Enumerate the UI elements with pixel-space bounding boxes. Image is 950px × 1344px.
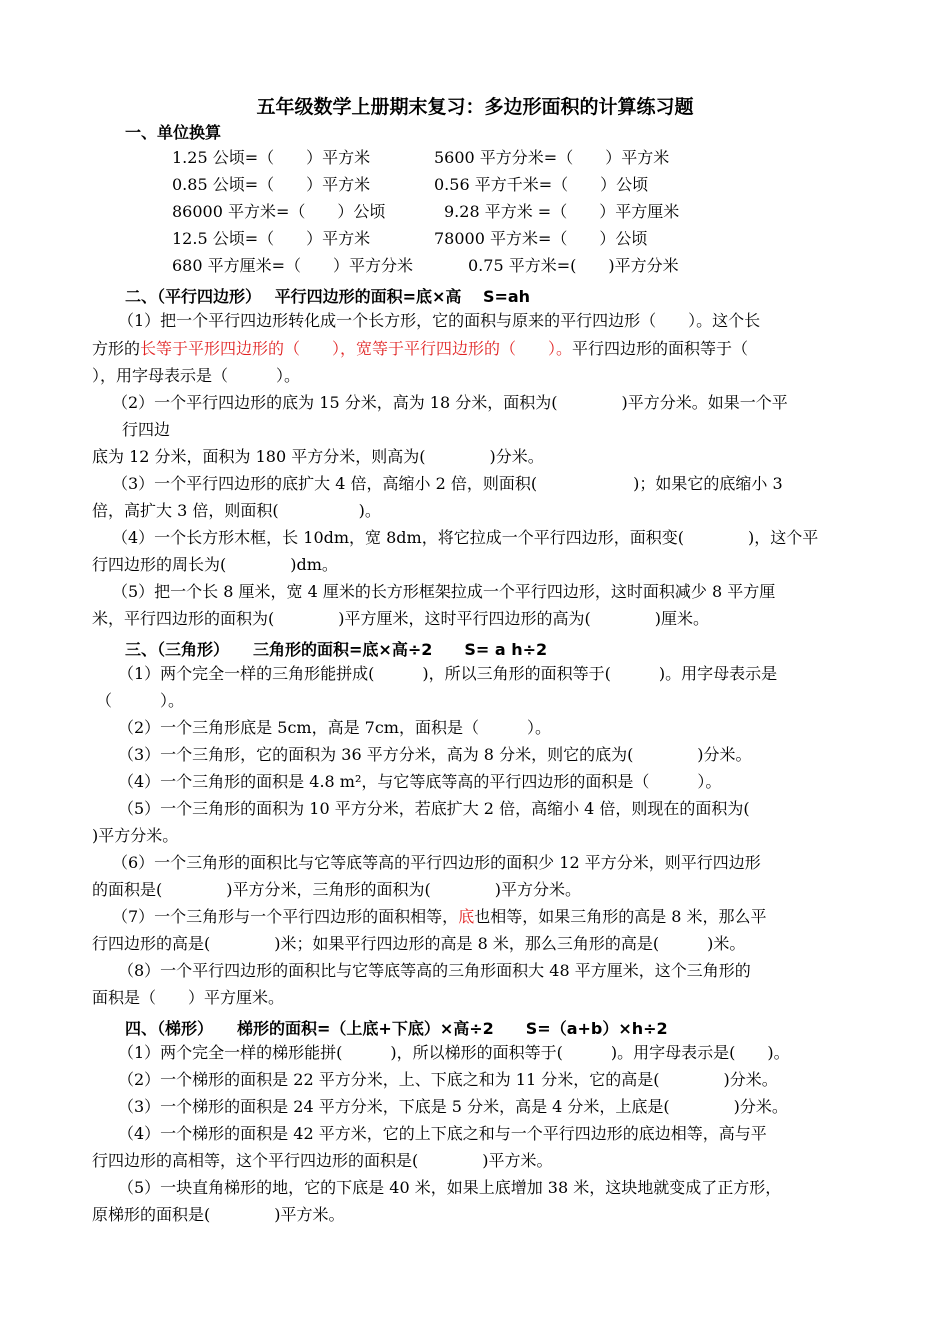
question-text: 行四边形的高相等，这个平行四边形的面积是( )平方米。 (92, 1151, 553, 1170)
conversion-item: 78000 平方米=（ ）公顷 (434, 229, 648, 248)
question-text: （6）一个三角形的面积比与它等底等高的平行四边形的面积少 12 平方分米，则平行四边形 (112, 853, 761, 872)
question-text: （1）把一个平行四边形转化成一个长方形，它的面积与原来的平行四边形（ ）。这个长 (118, 311, 761, 330)
conversion-item: 0.85 公顷=（ ）平方米 (172, 175, 371, 194)
conversion-item: 9.28 平方米 =（ ）平方厘米 (444, 202, 680, 221)
section-2-heading: 二、（平行四边形） 平行四边形的面积=底×高 S=ah (125, 287, 531, 306)
question-text: （3）一个平行四边形的底扩大 4 倍，高缩小 2 倍，则面积( )；如果它的底缩小 3 (112, 474, 783, 493)
question-text: （5）一个三角形的面积为 10 平方分米，若底扩大 2 倍，高缩小 4 倍，则现在的面积为( (118, 799, 750, 818)
conversion-item: 0.75 平方米=( )平方分米 (468, 256, 679, 275)
question-text: 底为 12 分米，面积为 180 平方分米，则高为( )分米。 (92, 447, 544, 466)
question-text: （4）一个梯形的面积是 42 平方米，它的上下底之和与一个平行四边形的底边相等，高与平 (118, 1124, 767, 1143)
question-text: )平方分米。 (92, 826, 179, 845)
section-3-heading: 三、（三角形） 三角形的面积=底×高÷2 S= a h÷2 (125, 640, 548, 659)
question-text: 倍，高扩大 3 倍，则面积( )。 (92, 501, 381, 520)
question-text: （2）一个平行四边形的底为 15 分米，高为 18 分米，面积为( )平方分米。如果一个平 (112, 393, 788, 412)
question-text: （8）一个平行四边形的面积比与它等底等高的三角形面积大 48 平方厘米，这个三角形的 (118, 961, 751, 980)
question-text: （ ）。 (96, 691, 185, 710)
conversion-item: 1.25 公顷=（ ）平方米 (172, 148, 371, 167)
question-text: （2）一个三角形底是 5cm，高是 7cm，面积是（ ）。 (118, 718, 551, 737)
question-text: ），用字母表示是（ ）。 (92, 366, 301, 385)
highlighted-text: 底 (458, 907, 475, 926)
question-text: 方形的长等于平形四边形的（ ），宽等于平行四边形的（ ）。平行四边形的面积等于（ (92, 339, 749, 358)
section-4-heading: 四、（梯形） 梯形的面积=（上底+下底）×高÷2 S=（a+b）×h÷2 (125, 1019, 668, 1038)
conversion-item: 12.5 公顷=（ ）平方米 (172, 229, 371, 248)
question-text: 原梯形的面积是( )平方米。 (92, 1205, 345, 1224)
question-text: 行四边形的高是( )米；如果平行四边形的高是 8 米，那么三角形的高是( )米。 (92, 934, 746, 953)
conversion-item: 5600 平方分米=（ ）平方米 (434, 148, 670, 167)
question-text: 行四边 (122, 420, 171, 439)
page-title: 五年级数学上册期末复习：多边形面积的计算练习题 (256, 96, 694, 118)
highlighted-text: 长等于平形四边形的（ ），宽等于平行四边形的（ ）。 (140, 339, 573, 358)
conversion-item: 680 平方厘米=（ ）平方分米 (172, 256, 414, 275)
question-text: 的面积是( )平方分米，三角形的面积为( )平方分米。 (92, 880, 581, 899)
question-text: （7）一个三角形与一个平行四边形的面积相等，底也相等，如果三角形的高是 8 米，那么平 (112, 907, 767, 926)
question-text: （1）两个完全一样的梯形能拼( )，所以梯形的面积等于( )。用字母表示是( )。 (118, 1043, 790, 1062)
question-text: （1）两个完全一样的三角形能拼成( )，所以三角形的面积等于( )。用字母表示是 (118, 664, 778, 683)
question-text: 面积是（ ）平方厘米。 (92, 988, 285, 1007)
question-text: 行四边形的周长为( )dm。 (92, 555, 338, 574)
question-text: （4）一个长方形木框，长 10dm，宽 8dm，将它拉成一个平行四边形，面积变( )，这个平 (112, 528, 819, 547)
question-text: （5）一块直角梯形的地，它的下底是 40 米，如果上底增加 38 米，这块地就变成了正方形， (118, 1178, 782, 1197)
section-1-heading: 一、单位换算 (125, 123, 222, 142)
question-text: （3）一个三角形，它的面积为 36 平方分米，高为 8 分米，则它的底为( )分米。 (118, 745, 752, 764)
question-text: 米，平行四边形的面积为( )平方厘米，这时平行四边形的高为( )厘米。 (92, 609, 709, 628)
question-text: （3）一个梯形的面积是 24 平方分米，下底是 5 分米，高是 4 分米，上底是( )分米。 (118, 1097, 788, 1116)
question-text: （2）一个梯形的面积是 22 平方分米，上、下底之和为 11 分米，它的高是( )分米。 (118, 1070, 778, 1089)
conversion-item: 86000 平方米=（ ）公顷 (172, 202, 386, 221)
question-text: （4）一个三角形的面积是 4.8 m²，与它等底等高的平行四边形的面积是（ ）。 (118, 772, 722, 791)
conversion-item: 0.56 平方千米=（ ）公顷 (434, 175, 649, 194)
question-text: （5）把一个长 8 厘米，宽 4 厘米的长方形框架拉成一个平行四边形，这时面积减少 8 平方厘 (112, 582, 776, 601)
